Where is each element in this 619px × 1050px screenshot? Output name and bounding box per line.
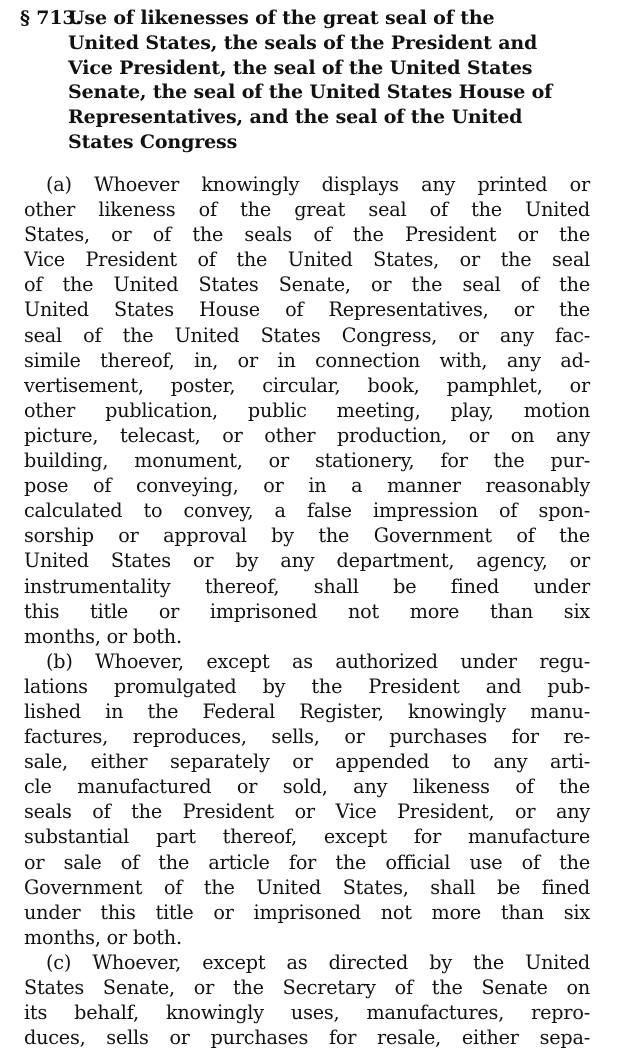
paragraph-b-line: sale, either separately or appended to any arti- <box>24 750 590 774</box>
paragraph-a-line: United States House of Representatives, or the <box>24 298 590 322</box>
section-body <box>24 172 590 1050</box>
paragraph-a-line: building, monument, or stationery, for the pur- <box>24 449 590 473</box>
paragraph-b-line: lations promulgated by the President and pub- <box>24 674 590 698</box>
paragraph-a-line: calculated to convey, a false impression of spon- <box>24 499 590 523</box>
section-title-line: Use of likenesses of the great seal of the <box>68 7 495 29</box>
paragraph-a-line: other likeness of the great seal of the United <box>24 198 590 222</box>
section-title-line: Representatives, and the seal of the United <box>68 106 523 129</box>
section-title-line: Vice President, the seal of the United States <box>68 56 533 79</box>
paragraph-a-line: picture, telecast, or other production, or on any <box>24 423 590 447</box>
paragraph-b-line: under this title or imprisoned not more than six <box>24 900 590 924</box>
paragraph-a-line: Vice President of the United States, or the seal <box>24 248 590 272</box>
paragraph-a-line: vertisement, poster, circular, book, pamphlet, or <box>24 373 590 397</box>
paragraph-b-line: substantial part thereof, except for manufacture <box>24 825 590 849</box>
paragraph-b-line: factures, reproduces, sells, or purchases for re- <box>24 725 590 749</box>
paragraph-a-line: simile thereof, in, or in connection with, any ad- <box>24 348 590 372</box>
paragraph-b-line: (b) Whoever, except as authorized under regu- <box>46 649 590 673</box>
paragraph-a-line: this title or imprisoned not more than six <box>24 599 590 623</box>
paragraph-b-line: cle manufactured or sold, any likeness of the <box>24 775 590 799</box>
paragraph-b-line: or sale of the article for the official use of the <box>24 850 590 874</box>
paragraph-a-line: instrumentality thereof, shall be fined under <box>24 574 590 598</box>
paragraph-a-line: seal of the United States Congress, or any fac- <box>24 323 590 347</box>
paragraph-a-line: sorship or approval by the Government of the <box>24 524 590 548</box>
paragraph-a-line: United States or by any department, agency, or <box>24 549 590 573</box>
paragraph-b-line: Government of the United States, shall be fined <box>24 875 590 899</box>
paragraph-a-line: (a) Whoever knowingly displays any printed or <box>46 173 590 196</box>
section-title-line: Senate, the seal of the United States House of <box>68 81 553 104</box>
section-title-line: United States, the seals of the President and <box>68 31 538 54</box>
section-title-line: States Congress <box>68 130 238 153</box>
paragraph-b-line: months, or both. <box>24 925 182 949</box>
section-heading-line <box>20 6 600 31</box>
section-number: § 713. <box>20 7 82 29</box>
section-heading <box>20 6 600 155</box>
paragraph-a-line: other publication, public meeting, play, motion <box>24 398 590 422</box>
paragraph-c-line: (c) Whoever, except as directed by the United <box>46 950 590 974</box>
paragraph-c-line: its behalf, knowingly uses, manufactures, repro- <box>24 1001 590 1025</box>
paragraph-b-line: lished in the Federal Register, knowingly manu- <box>24 699 590 723</box>
paragraph-c-line: duces, sells or purchases for resale, either sepa- <box>24 1026 590 1050</box>
paragraph-a-line: States, or of the seals of the President or the <box>24 223 590 247</box>
paragraph-c-line: States Senate, or the Secretary of the Senate on <box>24 976 590 999</box>
paragraph-b-line: seals of the President or Vice President, or any <box>24 800 590 824</box>
paragraph-a-line: months, or both. <box>24 624 182 648</box>
paragraph-a-line: of the United States Senate, or the seal of the <box>24 273 590 297</box>
paragraph-a-line: pose of conveying, or in a manner reasonably <box>24 474 590 498</box>
